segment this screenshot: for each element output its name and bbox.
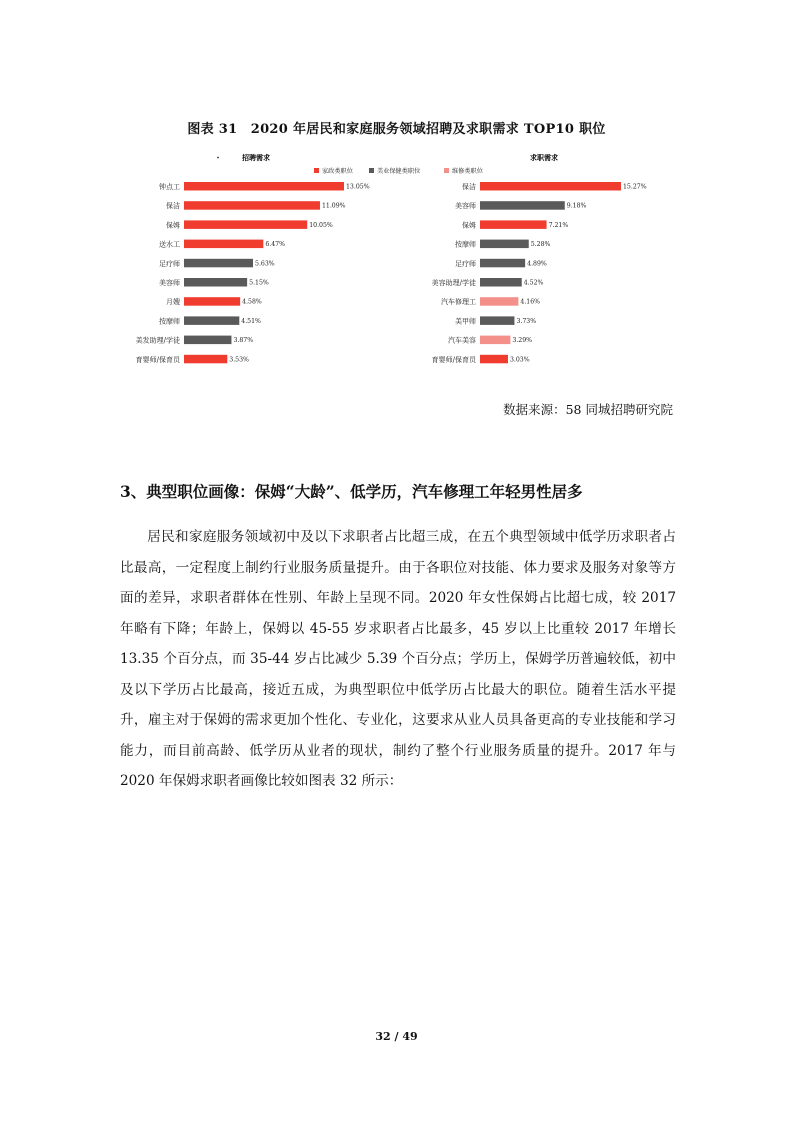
category-label: 按摩师 (159, 317, 180, 326)
chart-title-recruitment: 招聘需求 (242, 153, 270, 162)
category-label: 足疗师 (455, 259, 476, 268)
legend-label: 家政类职位 (322, 168, 353, 175)
category-label: 育婴师/保育员 (431, 355, 476, 364)
bar (480, 182, 621, 191)
bars (184, 182, 344, 363)
category-label: 美甲师 (455, 317, 476, 326)
value-label: 5.28% (530, 241, 551, 249)
value-label: 13.05% (346, 183, 370, 191)
value-label: 4.89% (527, 260, 547, 268)
value-label: 10.05% (309, 221, 333, 229)
category-label: 送水工 (159, 240, 180, 249)
category-label: 美容助理/学徒 (431, 279, 476, 287)
chart-legend (314, 167, 420, 175)
page-number: 32 / 49 (375, 1030, 418, 1043)
category-label: 保姆 (166, 221, 180, 230)
category-labels (136, 182, 181, 364)
data-source: 数据来源：58 同城招聘研究院 (503, 402, 673, 417)
value-label: 3.73% (516, 317, 537, 325)
bar (480, 240, 529, 249)
bar (184, 201, 320, 210)
bar (184, 220, 307, 229)
value-label: 4.58% (242, 298, 262, 306)
value-label: 3.03% (509, 356, 530, 364)
value-label: 3.53% (229, 356, 249, 364)
category-label: 保姆 (462, 221, 476, 230)
value-label: 7.21% (548, 221, 569, 229)
value-label: 3.87% (233, 337, 254, 345)
bar (184, 297, 240, 306)
value-labels (229, 184, 369, 364)
value-label: 11.09% (321, 202, 346, 210)
bar (184, 278, 247, 287)
category-label: 钟点工 (159, 183, 180, 191)
section-heading: 3、典型职位画像：保姆“大龄”、低学历，汽车修理工年轻男性居多 (120, 482, 583, 501)
category-labels (432, 182, 477, 364)
bar (480, 336, 510, 345)
bar (184, 355, 227, 364)
category-label: 美容师 (455, 202, 476, 211)
value-label: 15.27% (623, 183, 647, 191)
chart-title-jobseeking: 求职需求 (530, 153, 558, 162)
value-label: 4.16% (520, 298, 541, 306)
bar (480, 220, 547, 229)
bar (184, 259, 253, 268)
bar (184, 182, 344, 191)
category-label: 月嫂 (166, 298, 180, 307)
value-label: 9.18% (566, 202, 587, 210)
value-label: 4.51% (241, 317, 261, 325)
value-label: 5.15% (249, 279, 269, 287)
bar (184, 316, 239, 325)
title-bullet (217, 157, 219, 159)
bars (480, 182, 621, 363)
body-paragraph: 居民和家庭服务领域初中及以下求职者占比超三成，在五个典型领域中低学历求职者占比最高，一定程度上制约行业服务质量提升。由于各职位对技能、体力要求及服务对象等方面的差异，求职者群体在性别、年龄上呈现不同。2020 年女性保姆占比超七成，较 2017 年略有下降；年龄上，保姆以 45-55 岁求职者占比最多，45 岁以上比重较 2017 年增长 13.35 个百分点，而 35-44 岁占比减少 5.39 个百分点；学历上，保姆学历普遍较低，初中及以下学历占比最高，接近五成，为典型职位中低学历占比最大的职位。随着生活水平提升，雇主对于保姆的需求更加个性化、专业化，这要求从业人员具备更高的专业技能和学习能力，而目前高龄、低学历从业者的现状，制约了整个行业服务质量的提升。2017 年与 2020 年保姆求职者画像比较如图表 32 所示： (120, 529, 676, 789)
bar (480, 316, 514, 325)
bar (480, 355, 508, 364)
value-labels (510, 184, 647, 364)
legend-label: 美业保健类职位 (377, 168, 421, 175)
category-label: 按摩师 (455, 240, 476, 249)
category-label: 美容师 (159, 279, 180, 287)
figure-title: 图表 31 2020 年居民和家庭服务领域招聘及求职需求 TOP10 职位 (187, 122, 606, 137)
bar (184, 336, 231, 345)
category-label: 育婴师/保育员 (135, 355, 180, 364)
category-label: 美发助理/学徒 (135, 336, 180, 345)
bar (480, 259, 525, 268)
category-label: 足疗师 (159, 259, 180, 268)
bar (480, 297, 518, 306)
legend-label: 维修类职位 (452, 168, 483, 175)
legend-swatch (314, 168, 319, 173)
category-label: 保洁 (166, 202, 180, 211)
legend-swatch (369, 168, 374, 173)
bar (480, 278, 522, 287)
bar (184, 240, 263, 249)
recruitment-demand-chart (118, 148, 428, 378)
category-label: 保洁 (462, 183, 476, 191)
value-label: 6.47% (265, 241, 285, 249)
bar (480, 201, 565, 210)
category-label: 汽车修理工 (441, 298, 476, 307)
category-label: 汽车美容 (448, 336, 476, 345)
value-label: 3.29% (512, 337, 533, 345)
value-label: 4.52% (523, 279, 544, 287)
legend-swatch (444, 168, 449, 173)
jobseeker-demand-chart (414, 148, 684, 378)
value-label: 5.63% (255, 260, 275, 268)
